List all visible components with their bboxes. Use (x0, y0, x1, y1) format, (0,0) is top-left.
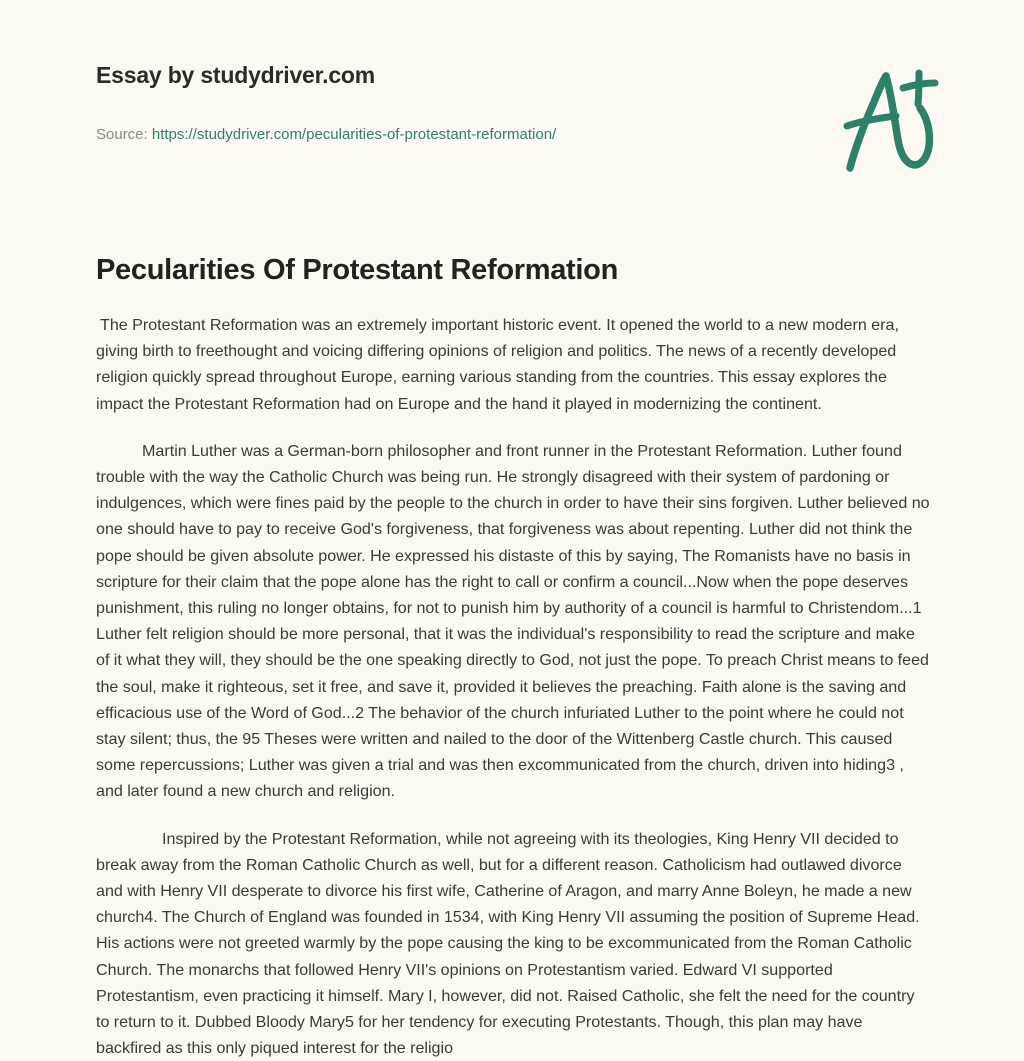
paragraph: Inspired by the Protestant Reformation, while not agreeing with its theologies, King Henry VII decided to break away from the Roman Catholic Church as well, but for a different reason. Catholicism had outlawed divorce and with Henry VII desperate to divorce his first wife, Catherine of Aragon, and marry Anne Boleyn, he made a new church4. The Church of England was founded in 1534, with King Henry VII assuming the position of Supreme Head. His actions were not greeted warmly by the pope causing the king to be excommunicated from the Roman Catholic Church. The monarchs that followed Henry VII's opinions on Protestantism varied. Edward VI supported Protestantism, even practicing it himself. Mary I, however, did not. Raised Catholic, she felt the need for the country to return to it. Dubbed Bloody Mary5 for her tendency for executing Protestants. Though, this plan may have backfired as this only piqued interest for the religio (96, 829, 920, 1058)
a-plus-logo-icon (830, 60, 950, 180)
source-line (96, 126, 556, 145)
essay-byline: Essay by studydriver.com (96, 62, 376, 88)
paragraph: The Protestant Reformation was an extremely important historic event. It opened the world to a new modern era, giving birth to freethought and voicing differing opinions of religion and politics. The news of a recently developed religion quickly spread throughout Europe, earning various standing from the countries. This essay explores the impact the Protestant Reformation had on Europe and the hand it played in modernizing the continent. (96, 316, 899, 413)
source-label: Source: (96, 126, 148, 143)
document-header (96, 62, 928, 182)
essay-body (96, 312, 930, 1061)
page-title: Pecularities Of Protestant Reformation (96, 254, 618, 286)
paragraph: Martin Luther was a German-born philosopher and front runner in the Protestant Reformation. Luther found trouble with the way the Catholic Church was being run. He strongly disagreed with their system of pardoning or indulgences, which were fines paid by the people to the church in order to have their sins forgiven. Luther believed no one should have to pay to receive God's forgiveness, that forgiveness was about repenting. Luther did not think the pope should be given absolute power. He expressed his distaste of this by saying, The Romanists have no basis in scripture for their claim that the pope alone has the right to call or confirm a council...Now when the pope deserves punishment, this ruling no longer obtains, for not to punish him by authority of a council is harmful to Christendom...1 Luther felt religion should be more personal, that it was the individual's responsibility to read the scripture and make of it what they will, they should be the one speaking directly to God, not just the pope. To preach Christ means to feed the soul, make it righteous, set it free, and save it, provided it believes the preaching. Faith alone is the saving and efficacious use of the Word of God...2 The behavior of the church infuriated Luther to the point where he could not stay silent; thus, the 95 Theses were written and nailed to the door of the Wittenberg Castle church. This caused some repercussions; Luther was given a trial and was then excommunicated from the church, driven into hiding3 , and later found a new church and religion. (96, 441, 930, 801)
a-plus-logo (830, 60, 950, 180)
source-url-link[interactable]: https://studydriver.com/pecularities-of-protestant-reformation/ (151, 126, 557, 143)
